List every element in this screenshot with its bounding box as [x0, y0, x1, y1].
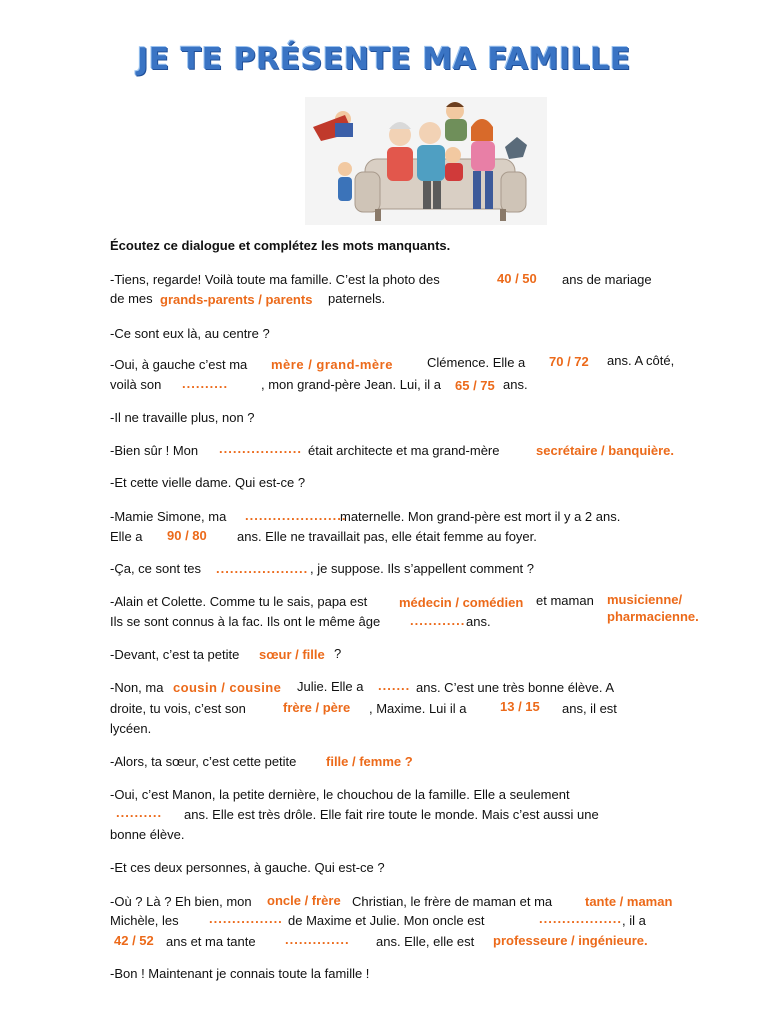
dialogue-15-answer-2: tante / maman [585, 894, 673, 909]
dialogue-10-answer-1: sœur / fille [259, 647, 325, 662]
dialogue-9-text-a: -Alain et Colette. Comme tu le sais, papa est [110, 594, 368, 609]
dialogue-15-answer-1: oncle / frère [267, 893, 341, 908]
dialogue-15-answer-4: professeure / ingénieure. [493, 933, 648, 948]
dialogue-11-text-g: lycéen. [110, 721, 152, 736]
dialogue-6-text: -Et cette vielle dame. Qui est-ce ? [110, 475, 306, 490]
dialogue-15-answer-3: 42 / 52 [114, 933, 154, 948]
dialogue-7-blank-1: ...................... [245, 508, 347, 523]
family-illustration [305, 97, 547, 225]
dialogue-9-answer-2: musicienne/ [607, 592, 683, 607]
dialogue-9-text-d: ans. [466, 614, 491, 629]
dialogue-12-text-a: -Alors, ta sœur, c’est cette petite [110, 754, 297, 769]
dialogue-8-text-a: -Ça, ce sont tes [110, 561, 202, 576]
dialogue-15-text-b: Christian, le frère de maman et ma [352, 894, 553, 909]
dialogue-13-text-c: bonne élève. [110, 827, 185, 842]
dialogue-1-text-b: ans de mariage [562, 272, 652, 287]
dialogue-10-text-a: -Devant, c’est ta petite [110, 647, 240, 662]
dialogue-2-text: -Ce sont eux là, au centre ? [110, 326, 270, 341]
dialogue-5-text-b: était architecte et ma grand-mère [308, 443, 500, 458]
dialogue-3-text-f: ans. [503, 377, 528, 392]
dialogue-4-text: -Il ne travaille plus, non ? [110, 410, 255, 425]
dialogue-10-text-b: ? [334, 646, 342, 661]
dialogue-11-answer-2: frère / père [283, 700, 351, 715]
dialogue-11-answer-1: cousin / cousine [173, 680, 282, 695]
page-title: JE TE PRÉSENTE MA FAMILLE [137, 42, 631, 77]
dialogue-1-answer-1: 40 / 50 [497, 271, 537, 286]
dialogue-7-text-a: -Mamie Simone, ma [110, 509, 227, 524]
dialogue-15-blank-1: ................ [209, 911, 283, 926]
dialogue-8-blank-1: .................... [216, 561, 309, 576]
dialogue-12-answer-1: fille / femme ? [326, 754, 413, 769]
dialogue-11-text-a: -Non, ma [110, 680, 164, 695]
dialogue-15-text-e: , il a [622, 913, 646, 928]
dialogue-9-answer-3: pharmacienne. [607, 609, 699, 624]
dialogue-11-text-e: , Maxime. Lui il a [369, 701, 467, 716]
dialogue-5-answer-1: secrétaire / banquière. [536, 443, 675, 458]
dialogue-3-blank-1: .......... [182, 376, 229, 391]
dialogue-11-text-b: Julie. Elle a [297, 679, 364, 694]
dialogue-15-text-g: ans. Elle, elle est [376, 934, 475, 949]
dialogue-13-blank-1: .......... [116, 805, 163, 820]
dialogue-15-text-a: -Où ? Là ? Eh bien, mon [110, 894, 252, 909]
dialogue-5-blank-1: .................. [219, 441, 303, 456]
dialogue-15-text-f: ans et ma tante [166, 934, 256, 949]
dialogue-5-text-a: -Bien sûr ! Mon [110, 443, 199, 458]
dialogue-11-text-c: ans. C’est une très bonne élève. A [416, 680, 615, 695]
dialogue-11-text-f: ans, il est [562, 701, 617, 716]
dialogue-11-text-d: droite, tu vois, c’est son [110, 701, 246, 716]
dialogue-3-answer-3: 65 / 75 [455, 378, 495, 393]
dialogue-14-text: -Et ces deux personnes, à gauche. Qui est-ce ? [110, 860, 385, 875]
dialogue-3-text-a: -Oui, à gauche c’est ma [110, 357, 248, 372]
dialogue-9-text-c: Ils se sont connus à la fac. Ils ont le même âge [110, 614, 381, 629]
dialogue-3-text-e: , mon grand-père Jean. Lui, il a [261, 377, 441, 392]
dialogue-15-text-c: Michèle, les [110, 913, 179, 928]
dialogue-15-blank-2: .................. [539, 911, 623, 926]
dialogue-15-blank-3: .............. [285, 932, 350, 947]
dialogue-1-answer-2: grands-parents / parents [160, 292, 313, 307]
dialogue-9-blank-1: ............ [410, 613, 466, 628]
dialogue-9-text-b: et maman [536, 593, 594, 608]
dialogue-7-text-b: maternelle. Mon grand-père est mort il y a 2 ans. [340, 509, 621, 524]
dialogue-13-text-a: -Oui, c’est Manon, la petite dernière, le chouchou de la famille. Elle a seulement [110, 787, 570, 802]
dialogue-16-text: -Bon ! Maintenant je connais toute la famille ! [110, 966, 370, 981]
instructions: Écoutez ce dialogue et complétez les mots manquants. [110, 238, 451, 253]
dialogue-1-text-a: -Tiens, regarde! Voilà toute ma famille. C’est la photo des [110, 272, 440, 287]
dialogue-3-text-c: ans. A côté, [607, 353, 675, 368]
dialogue-3-text-d: voilà son [110, 377, 162, 392]
dialogue-1-text-d: paternels. [328, 291, 386, 306]
dialogue-13-text-b: ans. Elle est très drôle. Elle fait rire toute le monde. Mais c’est aussi une [184, 807, 599, 822]
dialogue-7-answer-1: 90 / 80 [167, 528, 207, 543]
dialogue-3-answer-1: mère / grand-mère [271, 357, 393, 372]
dialogue-3-answer-2: 70 / 72 [549, 354, 589, 369]
dialogue-9-answer-1: médecin / comédien [399, 595, 524, 610]
dialogue-7-text-d: ans. Elle ne travaillait pas, elle était femme au foyer. [237, 529, 537, 544]
dialogue-11-answer-3: 13 / 15 [500, 699, 540, 714]
dialogue-15-text-d: de Maxime et Julie. Mon oncle est [288, 913, 485, 928]
dialogue-11-blank-1: ....... [378, 678, 411, 693]
dialogue-3-text-b: Clémence. Elle a [427, 355, 526, 370]
dialogue-7-text-c: Elle a [110, 529, 143, 544]
dialogue-1-text-c: de mes [110, 291, 153, 306]
dialogue-8-text-b: , je suppose. Ils s’appellent comment ? [310, 561, 535, 576]
